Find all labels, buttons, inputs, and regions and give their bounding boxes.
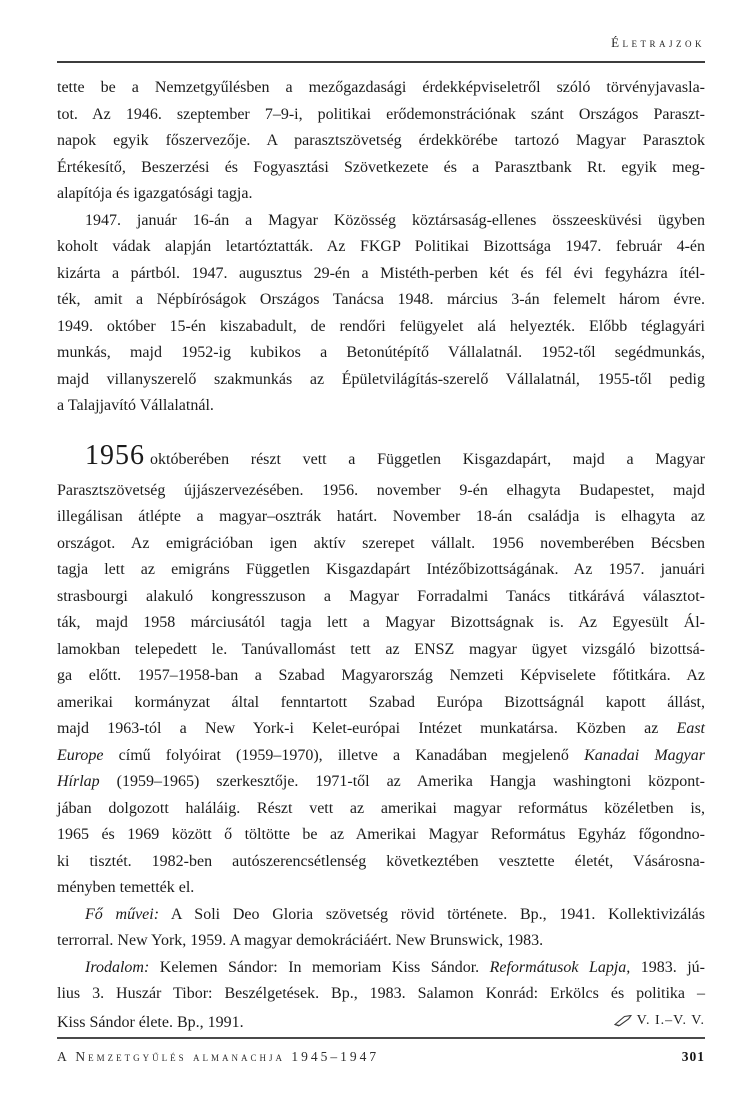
text-line: a Talajjavító Vállalatnál. xyxy=(57,397,214,414)
paragraph xyxy=(57,208,705,420)
text-line: strasbourgi alakuló kongresszuson a Magyar Forradalmi Tanács titkárává választot- xyxy=(57,587,705,605)
text-line: ták, majd 1958 márciusától tagja lett a Magyar Bizottságnak is. Az Egyesült Ál- xyxy=(57,614,705,631)
running-head-title: Életrajzok xyxy=(611,35,705,50)
text-line: 1956 októberében részt vett a Független Kisgazdapárt, majd a Magyar xyxy=(85,439,705,471)
text-line: lamokban telepedett le. Tanúvallomást tett az ENSZ magyar ügyet vizsgáló bizottsá- xyxy=(57,640,705,658)
running-head xyxy=(57,34,705,63)
pen-icon xyxy=(614,1015,632,1027)
text-line: tette be a Nemzetgyűlésben a mezőgazdasági érdekképviseletről szóló törvényjavasla- xyxy=(57,79,705,96)
text-line: alapítója és igazgatósági tagja. xyxy=(57,185,253,202)
text-line: ga előtt. 1957–1958-ban a Szabad Magyarország Nemzeti Képviselete főtitkára. Az xyxy=(57,667,705,684)
text-column xyxy=(57,75,705,1036)
page-number: 301 xyxy=(681,1049,705,1064)
text-line: amerikai kormányzat által fenntartott Szabad Európa Bizottságnál kapott állást, xyxy=(57,693,705,711)
text-line: országot. Az emigrációban igen aktív szerepet vállalt. 1956 novemberében Bécsben xyxy=(57,534,705,552)
text-line: 1949. október 15-én kiszabadult, de rendőri felügyelet alá helyezték. Előbb téglagyári xyxy=(57,317,705,335)
text-line: Hírlap (1959–1965) szerkesztője. 1971-től az Amerika Hangja washingtoni központ- xyxy=(57,773,705,790)
paragraph xyxy=(57,75,705,208)
text-line: lius 3. Huszár Tibor: Beszélgetések. Bp., 1983. Salamon Konrád: Erkölcs és politika – xyxy=(57,985,705,1002)
text-line: ki tisztét. 1982-ben autószerencsétlenség következtében vesztette életét, Vásárosna- xyxy=(57,852,705,870)
text-line: Europe című folyóirat (1959–1970), illetve a Kanadában megjelenő Kanadai Magyar xyxy=(57,746,705,764)
text-line: Irodalom: Kelemen Sándor: In memoriam Kiss Sándor. Reformátusok Lapja, 1983. jú- xyxy=(85,958,705,976)
text-line: kizárta a pártból. 1947. augusztus 29-én a Mistéth-perben két és fél évi fegyházra ítél- xyxy=(57,264,705,282)
footer-book-title: A Nemzetgyűlés almanachja 1945–1947 xyxy=(57,1049,380,1064)
text-line: tagja lett az emigráns Független Kisgazdapárt Intézőbizottságának. Az 1957. januári xyxy=(57,561,705,578)
text-line: majd 1963-tól a New York-i Kelet-európai Intézet munkatársa. Közben az East xyxy=(57,720,705,737)
page-footer xyxy=(57,1037,705,1065)
paragraph xyxy=(57,438,705,902)
author-initials: V. I.–V. V. xyxy=(636,1012,705,1028)
text-line: terrorral. New York, 1959. A magyar demokráciáért. New Brunswick, 1983. xyxy=(57,932,544,949)
text-line: ményben temették el. xyxy=(57,879,195,896)
text-line: majd villanyszerelő szakmunkás az Épületvilágítás-szerelő Vállalatnál, 1955-től pedig xyxy=(57,370,705,388)
text-line: 1947. január 16-án a Magyar Közösség köztársaság-ellenes összeesküvési ügyben xyxy=(85,211,705,229)
text-line: 1965 és 1969 között ő töltötte be az Amerikai Magyar Református Egyház főgondno- xyxy=(57,826,705,843)
text-line: illegálisan átlépte a magyar–osztrák határt. November 18-án családja is elhagyta az xyxy=(57,508,705,525)
text-line: Értékesítő, Beszerzési és Fogyasztási Szövetkezete és a Parasztbank Rt. egyik meg- xyxy=(57,158,705,176)
text-line: Fő művei: A Soli Deo Gloria szövetség rövid története. Bp., 1941. Kollektivizálás xyxy=(85,905,705,923)
text-line: jában dolgozott haláláig. Részt vett az amerikai magyar református közéletben is, xyxy=(57,799,705,817)
text-line: munkás, majd 1952-ig kubikos a Betonútépítő Vállalatnál. 1952-től segédmunkás, xyxy=(57,344,705,361)
text-line: Parasztszövetség újjászervezésében. 1956. november 9-én elhagyta Budapestet, majd xyxy=(57,481,705,499)
year-heading: 1956 xyxy=(85,439,145,471)
author-signature xyxy=(614,1008,705,1035)
text-line: ték, amit a Népbíróságok Országos Tanácsa 1948. március 3-án felemelt három évre. xyxy=(57,291,705,308)
text-line: koholt vádak alapján letartóztatták. Az FKGP Politikai Bizottsága 1947. február 4-én xyxy=(57,238,705,255)
text-line: tot. Az 1946. szeptember 7–9-i, politikai erődemonstrációnak szánt Országos Paraszt- xyxy=(57,105,705,123)
text-line: Kiss Sándor élete. Bp., 1991. V. I.–V. V. xyxy=(57,1008,705,1037)
paragraph xyxy=(57,902,705,955)
paragraph xyxy=(57,955,705,1037)
text-line: napok egyik főszervezője. A parasztszövetség érdekkörébe tartozó Magyar Parasztok xyxy=(57,132,705,149)
